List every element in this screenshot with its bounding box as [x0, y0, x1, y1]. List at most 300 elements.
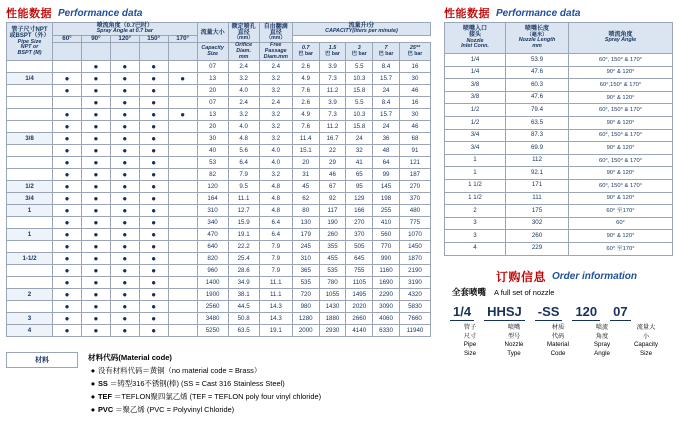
cell-flow-0: 2.6: [292, 61, 319, 73]
cell-flow-1: 3.9: [319, 97, 346, 109]
cell-flow-1: 2930: [319, 325, 346, 337]
table-row: [7, 313, 431, 325]
bullet-icon: ●: [122, 265, 128, 275]
cell-nozzle-angle: 90° & 120°: [569, 192, 673, 205]
bullet-icon: ●: [64, 325, 70, 335]
table-row: [7, 241, 431, 253]
order-legend-line: 型号: [507, 332, 521, 340]
bullet-icon: ●: [64, 169, 70, 179]
cell-nozzle-angle: 60°,150° & 170°: [569, 79, 673, 92]
cell-angle-mark-3: [139, 109, 168, 121]
bullet-icon: ●: [93, 205, 99, 215]
cell-flow-1: 11.2: [319, 121, 346, 133]
cell-angle-mark-2: [110, 121, 139, 133]
cell-capacity: 20: [197, 85, 228, 97]
table-row: [445, 66, 673, 79]
cell-pipe-size: 1: [7, 205, 53, 217]
material-code-line: [88, 403, 431, 416]
cell-flow-4: 480: [399, 205, 430, 217]
table-row: [7, 205, 431, 217]
bullet-icon: ●: [93, 145, 99, 155]
cell-angle-mark-0: [53, 325, 82, 337]
bullet-icon: ●: [93, 301, 99, 311]
cell-angle-mark-3: [139, 193, 168, 205]
cell-angle-mark-0: [53, 133, 82, 145]
cell-nozzle-length: 111: [506, 192, 569, 205]
bullet-icon: ●: [180, 109, 186, 119]
cell-nozzle-inlet: 3: [445, 230, 506, 243]
bullet-icon: ●: [151, 193, 157, 203]
cell-angle-mark-0: [53, 313, 82, 325]
cell-flow-4: 7660: [399, 313, 430, 325]
cell-angle-mark-1: [81, 157, 110, 169]
cell-angle-mark-0: [53, 73, 82, 85]
cell-capacity: 1400: [197, 277, 228, 289]
table-row: [7, 253, 431, 265]
cell-nozzle-length: 260: [506, 230, 569, 243]
order-legend-line: Nozzle: [504, 341, 524, 348]
cell-orifice: 63.5: [228, 325, 259, 337]
cell-flow-3: 15.7: [373, 109, 400, 121]
cell-angle-mark-0: [53, 265, 82, 277]
cell-pipe-size: [7, 169, 53, 181]
cell-flow-0: 7.6: [292, 121, 319, 133]
cell-flow-3: 145: [373, 181, 400, 193]
bullet-icon: ●: [90, 405, 96, 414]
cell-flow-0: 62: [292, 193, 319, 205]
cell-flow-0: 45: [292, 181, 319, 193]
left-heading-cn: 性能数据: [6, 8, 52, 20]
cell-free-passage: 11.1: [259, 289, 292, 301]
cell-angle-mark-3: [139, 145, 168, 157]
order-legend-line: 管子: [463, 324, 477, 331]
cell-nozzle-inlet: 3/4: [445, 142, 506, 155]
table-row: [7, 121, 431, 133]
col-angle-170-b: [168, 43, 197, 61]
col-angle-120: 120°: [110, 35, 139, 43]
table-row: [7, 169, 431, 181]
bullet-icon: ●: [64, 313, 70, 323]
cell-angle-mark-4: [168, 289, 197, 301]
cell-flow-4: 4320: [399, 289, 430, 301]
cell-nozzle-angle: 60°, 150° & 170°: [569, 54, 673, 67]
cell-angle-mark-3: [139, 301, 168, 313]
cell-angle-mark-0: [53, 169, 82, 181]
bullet-icon: ●: [64, 193, 70, 203]
col-pressure-7: 7 巴 bar: [373, 43, 400, 61]
bullet-icon: ●: [64, 277, 70, 287]
cell-flow-2: 1495: [346, 289, 373, 301]
material-code-block: [6, 352, 431, 416]
bullet-icon: ●: [122, 217, 128, 227]
order-legend-line: Angle: [594, 349, 610, 357]
table-row: [7, 145, 431, 157]
table-row: [445, 79, 673, 92]
table-row: [445, 230, 673, 243]
cell-orifice: 2.4: [228, 61, 259, 73]
bullet-icon: ●: [151, 121, 157, 131]
nozzle-length-table: [444, 22, 673, 256]
cell-flow-1: 117: [319, 205, 346, 217]
cell-capacity: 470: [197, 229, 228, 241]
col-angle-60: 60°: [53, 35, 82, 43]
bullet-icon: ●: [64, 157, 70, 167]
cell-angle-mark-3: [139, 229, 168, 241]
cell-angle-mark-0: [53, 61, 82, 73]
cell-angle-mark-3: [139, 73, 168, 85]
bullet-icon: ●: [93, 325, 99, 335]
cell-free-passage: 14.3: [259, 301, 292, 313]
bullet-icon: ●: [122, 121, 128, 131]
cell-angle-mark-4: [168, 97, 197, 109]
nozzle-length-table-body: [445, 54, 673, 256]
cell-flow-3: 198: [373, 193, 400, 205]
material-code-name: PVC: [98, 405, 116, 414]
cell-orifice: 4.0: [228, 85, 259, 97]
cell-orifice: 28.6: [228, 265, 259, 277]
cell-angle-mark-2: [110, 217, 139, 229]
cell-nozzle-angle: 90° & 120°: [569, 91, 673, 104]
bullet-icon: ●: [122, 145, 128, 155]
cell-angle-mark-2: [110, 253, 139, 265]
cell-nozzle-length: 87.3: [506, 129, 569, 142]
cell-flow-0: 11.4: [292, 133, 319, 145]
left-section-heading: [6, 5, 142, 21]
cell-nozzle-inlet: 1: [445, 154, 506, 167]
order-legend-line: 代码: [551, 332, 565, 340]
cell-angle-mark-3: [139, 169, 168, 181]
cell-flow-0: 720: [292, 289, 319, 301]
col-capacity-size: 流量大小: [197, 23, 228, 43]
order-code-part-2: -SS: [535, 304, 563, 321]
cell-capacity: 13: [197, 109, 228, 121]
right-section-heading: [444, 5, 580, 21]
cell-angle-mark-1: [81, 109, 110, 121]
order-info-block: [444, 286, 673, 358]
cell-nozzle-length: 171: [506, 179, 569, 192]
bullet-icon: ●: [122, 169, 128, 179]
cell-pipe-size: [7, 85, 53, 97]
col-angle-90-b: [81, 43, 110, 61]
cell-free-passage: 3.2: [259, 109, 292, 121]
cell-flow-0: 2.6: [292, 97, 319, 109]
cell-orifice: 4.8: [228, 133, 259, 145]
cell-flow-1: 455: [319, 253, 346, 265]
bullet-icon: ●: [151, 289, 157, 299]
cell-flow-2: 41: [346, 157, 373, 169]
cell-flow-0: 535: [292, 277, 319, 289]
cell-orifice: 4.0: [228, 121, 259, 133]
cell-angle-mark-4: [168, 169, 197, 181]
cell-nozzle-inlet: 1/2: [445, 116, 506, 129]
cell-capacity: 120: [197, 181, 228, 193]
cell-flow-2: 65: [346, 169, 373, 181]
cell-pipe-size: 3: [7, 313, 53, 325]
table-row: [7, 85, 431, 97]
bullet-icon: ●: [93, 157, 99, 167]
col-pressure-25: 25** 巴 bar: [399, 43, 430, 61]
table-row: [7, 289, 431, 301]
cell-flow-1: 29: [319, 157, 346, 169]
table-row: [445, 242, 673, 255]
table-row: [445, 104, 673, 117]
cell-flow-2: 2020: [346, 301, 373, 313]
table-row: [7, 97, 431, 109]
bullet-icon: ●: [90, 392, 96, 401]
cell-angle-mark-1: [81, 289, 110, 301]
col-orifice-diam: 额定喷孔 直径 （mm）: [228, 23, 259, 43]
cell-angle-mark-4: [168, 265, 197, 277]
cell-angle-mark-0: [53, 301, 82, 313]
order-legend-line: 角度: [595, 332, 609, 340]
cell-flow-4: 91: [399, 145, 430, 157]
cell-flow-2: 370: [346, 229, 373, 241]
cell-flow-0: 1280: [292, 313, 319, 325]
right-heading-en: Performance data: [496, 7, 581, 19]
order-title-cn: 全套喷嘴: [452, 287, 487, 297]
cell-angle-mark-2: [110, 193, 139, 205]
bullet-icon: ●: [64, 121, 70, 131]
bullet-icon: ●: [151, 157, 157, 167]
cell-angle-mark-2: [110, 265, 139, 277]
cell-angle-mark-2: [110, 289, 139, 301]
bullet-icon: ●: [122, 109, 128, 119]
table-row: [7, 265, 431, 277]
right-heading-cn: 性能数据: [444, 8, 490, 20]
cell-angle-mark-1: [81, 181, 110, 193]
order-legend-line: Type: [507, 349, 521, 357]
cell-nozzle-length: 79.4: [506, 104, 569, 117]
bullet-icon: ●: [122, 241, 128, 251]
cell-flow-1: 7.3: [319, 109, 346, 121]
cell-angle-mark-3: [139, 61, 168, 73]
order-legend-line: Pipe: [463, 341, 477, 348]
cell-angle-mark-0: [53, 253, 82, 265]
cell-free-passage: 7.9: [259, 241, 292, 253]
table-row: [7, 277, 431, 289]
cell-flow-2: 5.5: [346, 97, 373, 109]
cell-flow-1: 1055: [319, 289, 346, 301]
bullet-icon: ●: [122, 229, 128, 239]
cell-angle-mark-4: [168, 85, 197, 97]
cell-orifice: 12.7: [228, 205, 259, 217]
cell-angle-mark-3: [139, 241, 168, 253]
bullet-icon: ●: [122, 313, 128, 323]
table-row: [7, 61, 431, 73]
cell-pipe-size: [7, 61, 53, 73]
cell-angle-mark-0: [53, 289, 82, 301]
cell-angle-mark-3: [139, 289, 168, 301]
cell-flow-2: 10.3: [346, 109, 373, 121]
bullet-icon: ●: [64, 301, 70, 311]
cell-orifice: 22.2: [228, 241, 259, 253]
table-row: [445, 179, 673, 192]
bullet-icon: ●: [93, 169, 99, 179]
bullet-icon: ●: [93, 217, 99, 227]
cell-capacity: 5250: [197, 325, 228, 337]
performance-table-body: [7, 61, 431, 337]
cell-pipe-size: 3/8: [7, 133, 53, 145]
col-flow-group: 流量升/分 CAPACITY(liters per minute): [292, 23, 430, 36]
col-angle-120-b: [110, 43, 139, 61]
table-row: [445, 129, 673, 142]
cell-angle-mark-0: [53, 229, 82, 241]
bullet-icon: ●: [90, 379, 96, 388]
table-row: [7, 301, 431, 313]
bullet-icon: ●: [151, 253, 157, 263]
cell-flow-2: 505: [346, 241, 373, 253]
cell-capacity: 13: [197, 73, 228, 85]
cell-angle-mark-4: [168, 121, 197, 133]
bullet-icon: ●: [64, 85, 70, 95]
cell-flow-4: 30: [399, 73, 430, 85]
cell-angle-mark-3: [139, 277, 168, 289]
cell-nozzle-length: 229: [506, 242, 569, 255]
order-heading-cn: 订购信息: [496, 270, 547, 284]
performance-table: [6, 22, 431, 337]
cell-angle-mark-2: [110, 301, 139, 313]
cell-angle-mark-4: [168, 253, 197, 265]
cell-free-passage: 2.4: [259, 97, 292, 109]
cell-nozzle-length: 47.6: [506, 66, 569, 79]
bullet-icon: ●: [122, 73, 128, 83]
bullet-icon: ●: [93, 73, 99, 83]
cell-flow-2: 32: [346, 145, 373, 157]
order-legend-line: Size: [639, 349, 653, 357]
order-legend-item-3: [582, 324, 622, 358]
cell-flow-3: 48: [373, 145, 400, 157]
cell-capacity: 30: [197, 133, 228, 145]
cell-flow-1: 260: [319, 229, 346, 241]
cell-flow-4: 121: [399, 157, 430, 169]
cell-pipe-size: [7, 157, 53, 169]
cell-angle-mark-4: [168, 277, 197, 289]
bullet-icon: ●: [151, 217, 157, 227]
cell-angle-mark-2: [110, 145, 139, 157]
cell-pipe-size: 1: [7, 229, 53, 241]
cell-angle-mark-2: [110, 205, 139, 217]
cell-angle-mark-4: [168, 181, 197, 193]
cell-nozzle-inlet: 1 1/2: [445, 192, 506, 205]
bullet-icon: ●: [93, 97, 99, 107]
cell-orifice: 19.1: [228, 229, 259, 241]
col-free-passage: 自由翻滴 直径 （mm）: [259, 23, 292, 43]
cell-flow-3: 24: [373, 121, 400, 133]
bullet-icon: ●: [122, 133, 128, 143]
table-row: [445, 91, 673, 104]
cell-angle-mark-0: [53, 241, 82, 253]
cell-angle-mark-2: [110, 181, 139, 193]
cell-capacity: 3480: [197, 313, 228, 325]
cell-flow-4: 5830: [399, 301, 430, 313]
cell-angle-mark-2: [110, 157, 139, 169]
cell-angle-mark-4: [168, 241, 197, 253]
cell-angle-mark-1: [81, 85, 110, 97]
cell-orifice: 11.1: [228, 193, 259, 205]
order-legend-line: Size: [463, 349, 477, 357]
col-pressure-0-7: 0.7 巴 bar: [292, 43, 319, 61]
bullet-icon: ●: [93, 265, 99, 275]
cell-angle-mark-3: [139, 97, 168, 109]
cell-flow-3: 1160: [373, 265, 400, 277]
cell-capacity: 820: [197, 253, 228, 265]
cell-nozzle-length: 112: [506, 154, 569, 167]
table-row: [445, 142, 673, 155]
bullet-icon: ●: [93, 109, 99, 119]
cell-angle-mark-3: [139, 253, 168, 265]
bullet-icon: ●: [64, 229, 70, 239]
cell-flow-2: 10.3: [346, 73, 373, 85]
cell-nozzle-inlet: 1 1/2: [445, 179, 506, 192]
cell-angle-mark-2: [110, 241, 139, 253]
cell-angle-mark-4: [168, 61, 197, 73]
cell-pipe-size: [7, 109, 53, 121]
bullet-icon: ●: [122, 301, 128, 311]
cell-angle-mark-0: [53, 121, 82, 133]
cell-flow-2: 166: [346, 205, 373, 217]
order-code-example: [450, 304, 673, 321]
cell-angle-mark-3: [139, 181, 168, 193]
order-legend: [450, 324, 673, 358]
cell-flow-3: 2290: [373, 289, 400, 301]
cell-angle-mark-2: [110, 277, 139, 289]
cell-angle-mark-1: [81, 313, 110, 325]
cell-nozzle-angle: 60° 至170°: [569, 242, 673, 255]
cell-free-passage: 7.9: [259, 253, 292, 265]
cell-nozzle-inlet: 1/2: [445, 104, 506, 117]
cell-flow-2: 129: [346, 193, 373, 205]
table-header-row-3: [7, 43, 431, 61]
cell-flow-1: 7.3: [319, 73, 346, 85]
col-nozzle-length: 喷嘴长度 （毫米） Nozzle Length mm: [506, 23, 569, 54]
order-legend-item-2: [538, 324, 578, 358]
cell-angle-mark-1: [81, 277, 110, 289]
cell-nozzle-angle: 60° 至170°: [569, 205, 673, 218]
order-code-part-1: HHSJ: [484, 304, 525, 321]
cell-angle-mark-1: [81, 205, 110, 217]
bullet-icon: ●: [151, 277, 157, 287]
cell-flow-3: 36: [373, 133, 400, 145]
bullet-icon: ●: [151, 265, 157, 275]
material-code-name: TEF: [98, 392, 115, 401]
cell-angle-mark-3: [139, 85, 168, 97]
cell-flow-0: 31: [292, 169, 319, 181]
col-nozzle-inlet: 喷嘴入口 接头 Nozzle Inlet Conn.: [445, 23, 506, 54]
cell-flow-1: 92: [319, 193, 346, 205]
cell-flow-2: 15.8: [346, 121, 373, 133]
order-title-en: A full set of nozzle: [494, 288, 555, 297]
cell-flow-4: 1450: [399, 241, 430, 253]
cell-flow-3: 410: [373, 217, 400, 229]
cell-capacity: 340: [197, 217, 228, 229]
bullet-icon: ●: [93, 229, 99, 239]
cell-capacity: 07: [197, 97, 228, 109]
cell-orifice: 3.2: [228, 73, 259, 85]
cell-angle-mark-2: [110, 61, 139, 73]
cell-nozzle-inlet: 1/4: [445, 54, 506, 67]
cell-flow-0: 980: [292, 301, 319, 313]
cell-free-passage: 19.1: [259, 325, 292, 337]
cell-angle-mark-1: [81, 133, 110, 145]
cell-angle-mark-2: [110, 133, 139, 145]
bullet-icon: ●: [64, 181, 70, 191]
bullet-icon: ●: [93, 85, 99, 95]
cell-orifice: 50.8: [228, 313, 259, 325]
cell-nozzle-inlet: 3/4: [445, 129, 506, 142]
material-code-desc: ＝聚乙烯 (PVC = Polyvinyl Chloride): [115, 405, 235, 414]
cell-capacity: 82: [197, 169, 228, 181]
cell-flow-1: 1880: [319, 313, 346, 325]
